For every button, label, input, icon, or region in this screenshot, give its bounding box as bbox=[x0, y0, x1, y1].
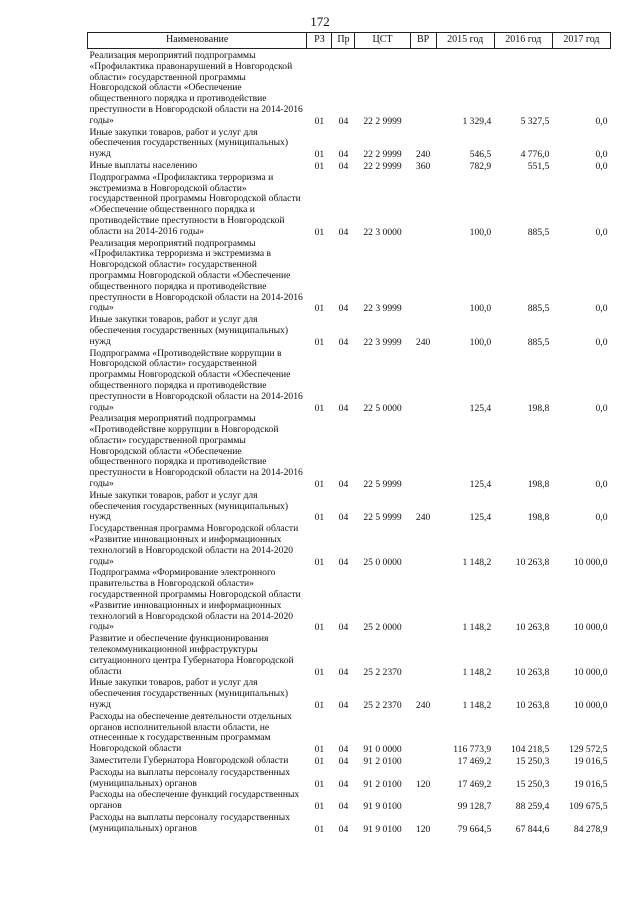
row-name: Иные закупки товаров, работ и услуг для обеспечения государственных (муниципальных) нужд bbox=[89, 314, 289, 347]
row-2016: 10 263,8 bbox=[515, 666, 550, 678]
table-row bbox=[88, 790, 611, 813]
row-2016: 5 327,5 bbox=[520, 115, 550, 127]
row-cst: 22 3 9999 bbox=[363, 336, 402, 348]
row-2015: 125,4 bbox=[469, 512, 492, 524]
row-2016: 198,8 bbox=[527, 512, 550, 524]
row-name: Иные закупки товаров, работ и услуг для обеспечения государственных (муниципальных) нужд bbox=[89, 677, 289, 711]
row-rz: 01 bbox=[314, 700, 325, 712]
row-2017: 0,0 bbox=[595, 402, 608, 414]
row-2016: 885,5 bbox=[527, 336, 550, 348]
row-2016: 15 250,3 bbox=[515, 778, 550, 790]
row-vr: 240 bbox=[415, 336, 431, 348]
row-pr: 04 bbox=[338, 622, 349, 634]
row-vr bbox=[410, 349, 436, 415]
row-rz: 01 bbox=[314, 622, 325, 634]
budget-table bbox=[87, 32, 611, 836]
header-2017: 2017 год bbox=[552, 33, 610, 49]
header-2016: 2016 год bbox=[494, 33, 552, 49]
row-rz: 01 bbox=[314, 303, 325, 315]
row-2016: 88 259,4 bbox=[515, 801, 550, 813]
row-2015: 782,9 bbox=[469, 160, 492, 172]
row-name: Государственная программа Новгородской области «Развитие инновационных и информационных технологий в Новгородской области на 2014-2020 годы» bbox=[89, 523, 299, 567]
row-2015: 546,5 bbox=[469, 149, 492, 161]
row-pr: 04 bbox=[338, 700, 349, 712]
row-pr: 04 bbox=[338, 756, 349, 767]
row-2015: 100,0 bbox=[469, 303, 492, 315]
row-2017: 0,0 bbox=[595, 160, 608, 172]
row-vr: 240 bbox=[415, 512, 431, 524]
table-row bbox=[88, 813, 611, 836]
row-2017: 19 016,5 bbox=[573, 778, 608, 790]
row-pr: 04 bbox=[338, 402, 349, 414]
table-row bbox=[88, 712, 611, 756]
row-name: Реализация мероприятий подпрограммы «Противодействие коррупции в Новгородской области» государственной программы Новгородской области «Обеспечение общественного порядка и противодействие преступности в Новгородской области на 2014-2016 годы» bbox=[89, 413, 303, 490]
row-rz: 01 bbox=[314, 744, 325, 756]
row-2016: 10 263,8 bbox=[515, 700, 550, 712]
header-cst: ЦСТ bbox=[355, 33, 410, 49]
row-2017: 10 000,0 bbox=[573, 666, 608, 678]
row-rz: 01 bbox=[314, 160, 325, 172]
row-cst: 91 2 0100 bbox=[363, 778, 402, 790]
row-name: Расходы на выплаты персоналу государственных (муниципальных) органов bbox=[89, 811, 291, 834]
row-2016: 4 776,0 bbox=[520, 149, 550, 161]
row-2015: 100,0 bbox=[469, 226, 492, 238]
row-name: Иные закупки товаров, работ и услуг для обеспечения государственных (муниципальных) нужд bbox=[89, 489, 289, 523]
row-cst: 91 2 0100 bbox=[363, 756, 402, 767]
row-rz: 01 bbox=[314, 778, 325, 790]
row-rz: 01 bbox=[314, 512, 325, 524]
table-row bbox=[88, 414, 611, 491]
row-vr: 240 bbox=[415, 149, 431, 161]
table-row bbox=[88, 161, 611, 173]
table-row bbox=[88, 239, 611, 316]
row-2015: 116 773,9 bbox=[453, 744, 492, 756]
row-pr: 04 bbox=[338, 666, 349, 678]
row-rz: 01 bbox=[314, 556, 325, 568]
table-row bbox=[88, 491, 611, 524]
row-2015: 1 148,2 bbox=[462, 622, 492, 634]
row-cst: 22 5 9999 bbox=[363, 479, 402, 491]
row-pr: 04 bbox=[338, 226, 349, 238]
row-name: Расходы на обеспечение функций государственных органов bbox=[89, 789, 300, 812]
row-pr: 04 bbox=[338, 556, 349, 568]
row-name: Расходы на выплаты персоналу государственных (муниципальных) органов bbox=[89, 766, 291, 789]
row-2017: 19 016,5 bbox=[573, 756, 608, 767]
row-vr bbox=[410, 239, 436, 316]
row-2015: 17 469,2 bbox=[457, 778, 492, 790]
row-pr: 04 bbox=[338, 801, 349, 813]
row-2015: 125,4 bbox=[469, 479, 492, 491]
row-name: Подпрограмма «Формирование электронного правительства в Новгородской области» государственной программы Новгородской области «Развитие инновационных и информационных технологий в Новгородской области на 2014-2020 годы» bbox=[89, 567, 301, 633]
row-cst: 91 0 0000 bbox=[363, 744, 402, 756]
row-vr bbox=[410, 173, 436, 239]
row-2017: 10 000,0 bbox=[573, 700, 608, 712]
row-2016: 198,8 bbox=[527, 402, 550, 414]
row-name: Реализация мероприятий подпрограммы «Профилактика терроризма и экстремизма в Новгородской области» государственной программы Новгородской области «Обеспечение общественного порядка и противодействие преступности в Новгородской области на 2014-2016 годы» bbox=[89, 237, 303, 314]
row-pr: 04 bbox=[338, 160, 349, 172]
row-2015: 99 128,7 bbox=[457, 801, 492, 813]
row-2017: 10 000,0 bbox=[573, 556, 608, 568]
row-2017: 109 675,5 bbox=[569, 801, 608, 813]
row-vr: 240 bbox=[415, 700, 431, 712]
row-vr bbox=[410, 712, 436, 756]
table-header-row bbox=[88, 33, 611, 49]
row-cst: 22 3 0000 bbox=[363, 226, 402, 238]
table-row bbox=[88, 128, 611, 161]
row-cst: 22 2 9999 bbox=[363, 160, 402, 172]
row-rz: 01 bbox=[314, 336, 325, 348]
row-2015: 1 148,2 bbox=[462, 666, 492, 678]
table-row bbox=[88, 349, 611, 415]
row-vr: 360 bbox=[415, 160, 431, 172]
header-vr: ВР bbox=[410, 33, 436, 49]
row-2016: 551,5 bbox=[527, 160, 550, 172]
row-pr: 04 bbox=[338, 744, 349, 756]
row-name: Подпрограмма «Профилактика терроризма и экстремизма в Новгородской области» государственной программы Новгородской области «Обеспечение общественного порядка и противодействие преступности в Новгородской области на 2014-2016 годы» bbox=[89, 171, 301, 237]
row-cst: 22 5 9999 bbox=[363, 512, 402, 524]
row-cst: 91 9 0100 bbox=[363, 801, 402, 813]
row-vr bbox=[410, 634, 436, 678]
row-pr: 04 bbox=[338, 823, 349, 835]
row-2017: 0,0 bbox=[595, 512, 608, 524]
row-rz: 01 bbox=[314, 402, 325, 414]
row-pr: 04 bbox=[338, 479, 349, 491]
table-row bbox=[88, 524, 611, 568]
row-2016: 15 250,3 bbox=[515, 756, 550, 767]
row-2015: 100,0 bbox=[469, 336, 492, 348]
header-2015: 2015 год bbox=[436, 33, 494, 49]
table-row bbox=[88, 49, 611, 128]
row-2016: 67 844,6 bbox=[515, 823, 550, 835]
row-2017: 84 278,9 bbox=[573, 823, 608, 835]
row-name: Иные выплаты населению bbox=[89, 159, 198, 171]
row-2016: 198,8 bbox=[527, 479, 550, 491]
row-2015: 1 148,2 bbox=[462, 700, 492, 712]
row-cst: 25 2 2370 bbox=[363, 700, 402, 712]
row-pr: 04 bbox=[338, 778, 349, 790]
row-vr: 120 bbox=[415, 778, 431, 790]
row-2017: 0,0 bbox=[595, 115, 608, 127]
row-pr: 04 bbox=[338, 512, 349, 524]
row-name: Развитие и обеспечение функционирования телекоммуникационной инфраструктуры ситуационного центра Губернатора Новгородской области bbox=[89, 633, 294, 677]
row-pr: 04 bbox=[338, 303, 349, 315]
row-name: Расходы на обеспечение деятельности отдельных органов исполнительной власти области, не отнесенные к государственным программам Новгородской области bbox=[89, 710, 292, 755]
row-rz: 01 bbox=[314, 801, 325, 813]
row-rz: 01 bbox=[314, 115, 325, 127]
row-2017: 0,0 bbox=[595, 479, 608, 491]
row-2016: 885,5 bbox=[527, 303, 550, 315]
row-vr bbox=[410, 49, 436, 128]
row-pr: 04 bbox=[338, 115, 349, 127]
row-vr bbox=[410, 568, 436, 634]
row-vr bbox=[410, 790, 436, 813]
table-row bbox=[88, 768, 611, 791]
table-row bbox=[88, 678, 611, 711]
row-rz: 01 bbox=[314, 756, 325, 767]
row-2017: 0,0 bbox=[595, 149, 608, 161]
row-2017: 0,0 bbox=[595, 303, 608, 315]
row-2017: 129 572,5 bbox=[569, 744, 608, 756]
row-vr bbox=[410, 756, 436, 768]
row-pr: 04 bbox=[338, 336, 349, 348]
row-cst: 22 2 9999 bbox=[363, 149, 402, 161]
row-cst: 22 5 0000 bbox=[363, 402, 402, 414]
row-2017: 10 000,0 bbox=[573, 622, 608, 634]
row-pr: 04 bbox=[338, 149, 349, 161]
row-2016: 10 263,8 bbox=[515, 556, 550, 568]
row-cst: 91 9 0100 bbox=[363, 823, 402, 835]
table-row bbox=[88, 173, 611, 239]
row-2015: 1 329,4 bbox=[462, 115, 492, 127]
row-2015: 125,4 bbox=[469, 402, 492, 414]
row-2017: 0,0 bbox=[595, 336, 608, 348]
row-rz: 01 bbox=[314, 226, 325, 238]
row-2016: 10 263,8 bbox=[515, 622, 550, 634]
header-name: Наименование bbox=[88, 33, 307, 49]
row-vr bbox=[410, 524, 436, 568]
row-rz: 01 bbox=[314, 666, 325, 678]
table-row bbox=[88, 568, 611, 634]
row-cst: 22 2 9999 bbox=[363, 115, 402, 127]
row-2016: 104 218,5 bbox=[510, 744, 550, 756]
page-number: 172 bbox=[310, 14, 330, 29]
row-2016: 885,5 bbox=[527, 226, 550, 238]
table-row bbox=[88, 634, 611, 678]
row-2015: 79 664,5 bbox=[457, 823, 492, 835]
row-rz: 01 bbox=[314, 479, 325, 491]
row-cst: 25 2 2370 bbox=[363, 666, 402, 678]
header-pr: Пр bbox=[332, 33, 355, 49]
row-2015: 1 148,2 bbox=[462, 556, 492, 568]
row-name: Заместители Губернатора Новгородской области bbox=[89, 755, 289, 766]
row-cst: 25 0 0000 bbox=[363, 556, 402, 568]
row-cst: 22 3 9999 bbox=[363, 303, 402, 315]
row-2015: 17 469,2 bbox=[457, 756, 492, 767]
row-vr: 120 bbox=[415, 823, 431, 835]
row-name: Иные закупки товаров, работ и услуг для обеспечения государственных (муниципальных) нужд bbox=[89, 126, 289, 160]
table-row bbox=[88, 315, 611, 348]
row-2017: 0,0 bbox=[595, 226, 608, 238]
row-rz: 01 bbox=[314, 149, 325, 161]
row-name: Подпрограмма «Противодействие коррупции в Новгородской области» государственной программы Новгородской области «Обеспечение общественного порядка и противодействие преступности в Новгородской области на 2014-2016 годы» bbox=[89, 347, 303, 413]
table-body bbox=[88, 49, 611, 836]
row-cst: 25 2 0000 bbox=[363, 622, 402, 634]
header-rz: РЗ bbox=[307, 33, 332, 49]
row-name: Реализация мероприятий подпрограммы «Профилактика правонарушений в Новгородской области» государственной программы Новгородской области «Обеспечение общественного порядка и противодействие преступности в Новгородской области на 2014-2016 годы» bbox=[89, 50, 303, 126]
row-rz: 01 bbox=[314, 823, 325, 835]
row-vr bbox=[410, 414, 436, 491]
